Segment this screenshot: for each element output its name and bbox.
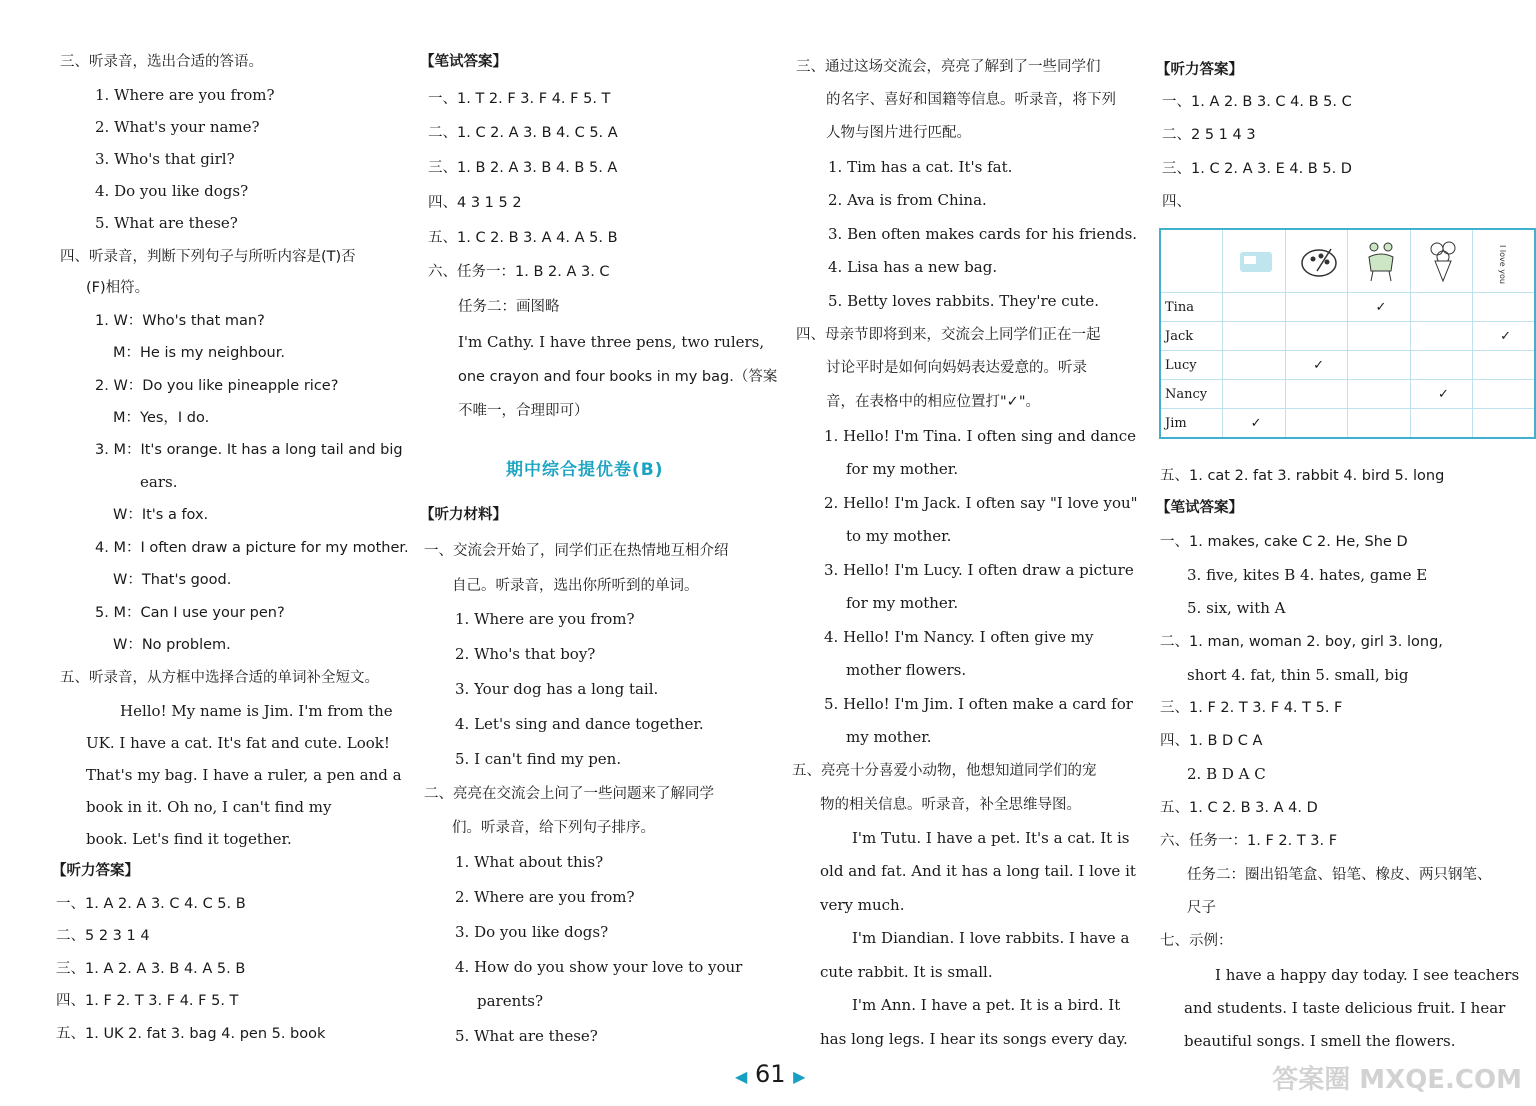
table-row	[1160, 293, 1535, 322]
text-line: That's my bag. I have a ruler, a pen and a	[86, 766, 402, 784]
table-cell	[1348, 351, 1410, 380]
table-cell	[1473, 380, 1535, 409]
text-line: 二、亮亮在交流会上问了一些问题来了解同学	[424, 786, 714, 802]
text-line: I'm Cathy. I have three pens, two rulers,	[458, 333, 765, 351]
text-line: I'm Ann. I have a pet. It is a bird. It	[852, 996, 1121, 1014]
text-line: 5. M：Can I use your pen?	[95, 605, 285, 621]
text-line: 4. Lisa has a new bag.	[828, 258, 998, 276]
text-line: 三、1. B 2. A 3. B 4. B 5. A	[428, 160, 618, 176]
answer-table	[1159, 228, 1536, 439]
text-line: 3. Ben often makes cards for his friends.	[828, 225, 1138, 243]
text-line: 2. Ava is from China.	[828, 191, 987, 209]
text-line: 2. Where are you from?	[455, 888, 635, 906]
text-line: 3. M：It's orange. It has a long tail and big	[95, 442, 403, 458]
text-line: beautiful songs. I smell the flowers.	[1184, 1032, 1456, 1050]
text-line: 5. What are these?	[455, 1027, 598, 1045]
table-cell	[1348, 322, 1410, 351]
text-line: has long legs. I hear its songs every day.	[820, 1030, 1128, 1048]
text-line: ears.	[140, 473, 178, 491]
text-line: 【听力答案】	[1156, 62, 1243, 78]
section-title: 期中综合提优卷(B)	[506, 460, 664, 480]
text-line: 4. How do you show your love to your	[455, 958, 743, 976]
check-mark-icon: ✓	[1410, 380, 1472, 409]
text-line: for my mother.	[846, 594, 959, 612]
text-line: UK. I have a cat. It's fat and cute. Look!	[86, 734, 390, 752]
text-line: 4. Let's sing and dance together.	[455, 715, 704, 733]
text-line: 不唯一，合理即可）	[458, 403, 589, 419]
text-line: 任务二：画图略	[458, 299, 560, 315]
text-line: W：That's good.	[113, 572, 232, 588]
table-row	[1160, 409, 1535, 439]
text-line: parents?	[477, 992, 544, 1010]
text-line: cute rabbit. It is small.	[820, 963, 993, 981]
text-line: 2. Who's that boy?	[455, 645, 596, 663]
text-line: 四、1. B D C A	[1160, 733, 1263, 749]
text-line: 一、1. A 2. A 3. C 4. C 5. B	[56, 896, 246, 912]
text-line: 2. Hello! I'm Jack. I often say "I love you"	[824, 494, 1138, 512]
table-cell	[1223, 351, 1285, 380]
text-line: 任务二：圈出铅笔盒、铅笔、橡皮、两只钢笔、	[1187, 867, 1492, 883]
text-line: 3. Who's that girl?	[95, 150, 235, 168]
text-line: 们。听录音，给下列句子排序。	[452, 820, 655, 836]
text-line: book in it. Oh no, I can't find my	[86, 798, 332, 816]
student-name: Jack	[1160, 322, 1223, 351]
palette-icon	[1285, 229, 1347, 293]
table-cell	[1473, 409, 1535, 439]
text-line: 3. five, kites B 4. hates, game E	[1187, 566, 1428, 584]
text-line: 七、示例：	[1160, 933, 1233, 949]
text-line: I have a happy day today. I see teachers	[1215, 966, 1520, 984]
watermark: 答案圈 MXQE.COM	[1272, 1065, 1522, 1095]
text-line: for my mother.	[846, 460, 959, 478]
text-line: book. Let's find it together.	[86, 830, 292, 848]
table-cell	[1410, 351, 1472, 380]
text-line: 四、4 3 1 5 2	[428, 195, 522, 211]
text-line: 2. B D A C	[1187, 765, 1266, 783]
student-name: Tina	[1160, 293, 1223, 322]
table-cell	[1410, 409, 1472, 439]
text-line: 3. Do you like dogs?	[455, 923, 609, 941]
table-cell	[1410, 322, 1472, 351]
table-row	[1160, 351, 1535, 380]
text-line: 人物与图片进行匹配。	[826, 125, 971, 141]
text-line: 四、听录音，判断下列句子与所听内容是(T)否	[60, 249, 356, 265]
text-line: 音，在表格中的相应位置打"✓"。	[826, 394, 1040, 410]
text-line: 三、1. F 2. T 3. F 4. T 5. F	[1160, 700, 1343, 716]
text-line: 1. Where are you from?	[455, 610, 635, 628]
text-line: 尺子	[1187, 900, 1216, 916]
text-line: 五、1. C 2. B 3. A 4. A 5. B	[428, 230, 618, 246]
text-line: 六、任务一：1. F 2. T 3. F	[1160, 833, 1338, 849]
text-line: 4. Do you like dogs?	[95, 182, 249, 200]
table-cell	[1348, 380, 1410, 409]
text-line: 自己。听录音，选出你所听到的单词。	[452, 578, 699, 594]
table-cell	[1410, 293, 1472, 322]
text-line: 一、1. T 2. F 3. F 4. F 5. T	[428, 91, 611, 107]
love-you-icon	[1473, 229, 1535, 293]
text-line: 二、2 5 1 4 3	[1162, 127, 1256, 143]
text-line: 的名字、喜好和国籍等信息。听录音，将下列	[826, 92, 1116, 108]
next-arrow-icon: ▶	[793, 1067, 806, 1086]
table-cell	[1223, 380, 1285, 409]
text-line: 1. W：Who's that man?	[95, 313, 265, 329]
text-line: 物的相关信息。听录音，补全思维导图。	[820, 797, 1081, 813]
text-line: Hello! My name is Jim. I'm from the	[120, 702, 393, 720]
text-line: 5. I can't find my pen.	[455, 750, 622, 768]
check-mark-icon: ✓	[1473, 322, 1535, 351]
text-line: 四、1. F 2. T 3. F 4. F 5. T	[56, 993, 239, 1009]
text-line: one crayon and four books in my bag.（答案	[458, 369, 778, 385]
card-icon	[1223, 229, 1285, 293]
flowers-icon	[1410, 229, 1472, 293]
table-cell	[1285, 322, 1347, 351]
text-line: 1. Tim has a cat. It's fat.	[828, 158, 1013, 176]
text-line: 二、1. man, woman 2. boy, girl 3. long,	[1160, 634, 1443, 650]
text-line: M：He is my neighbour.	[113, 345, 285, 361]
check-mark-icon: ✓	[1285, 351, 1347, 380]
table-row	[1160, 322, 1535, 351]
text-line: 1. Where are you from?	[95, 86, 275, 104]
text-line: 2. What's your name?	[95, 118, 260, 136]
text-line: 五、1. cat 2. fat 3. rabbit 4. bird 5. long	[1160, 468, 1445, 484]
text-line: to my mother.	[846, 527, 952, 545]
text-line: mother flowers.	[846, 661, 967, 679]
text-line: 五、1. UK 2. fat 3. bag 4. pen 5. book	[56, 1026, 326, 1042]
text-line: M：Yes，I do.	[113, 410, 210, 426]
table-corner	[1160, 229, 1223, 293]
page-number-text: 61	[754, 1060, 786, 1088]
text-line: 1. Hello! I'm Tina. I often sing and dance	[824, 427, 1137, 445]
text-line: 三、1. C 2. A 3. E 4. B 5. D	[1162, 161, 1352, 177]
text-line: 三、1. A 2. A 3. B 4. A 5. B	[56, 961, 246, 977]
text-line: (F)相符。	[86, 280, 150, 296]
table-cell	[1473, 351, 1535, 380]
text-line: 3. Your dog has a long tail.	[455, 680, 659, 698]
table-cell	[1285, 409, 1347, 439]
text-line: 【笔试答案】	[1156, 500, 1243, 516]
text-line: 2. W：Do you like pineapple rice?	[95, 378, 339, 394]
text-line: 二、5 2 3 1 4	[56, 928, 150, 944]
text-line: 三、通过这场交流会，亮亮了解到了一些同学们	[796, 59, 1101, 75]
check-mark-icon: ✓	[1223, 409, 1285, 439]
text-line: 5. Hello! I'm Jim. I often make a card for	[824, 695, 1133, 713]
text-line: W：No problem.	[113, 637, 231, 653]
text-line: 二、1. C 2. A 3. B 4. C 5. A	[428, 125, 618, 141]
table-cell	[1348, 409, 1410, 439]
text-line: 3. Hello! I'm Lucy. I often draw a picture	[824, 561, 1134, 579]
text-line: 五、听录音，从方框中选择合适的单词补全短文。	[60, 670, 379, 686]
text-line: 三、听录音，选出合适的答语。	[60, 54, 263, 70]
text-line: I'm Tutu. I have a pet. It's a cat. It is	[852, 829, 1130, 847]
check-mark-icon: ✓	[1348, 293, 1410, 322]
table-row	[1160, 380, 1535, 409]
text-line: 4. M：I often draw a picture for my mother.	[95, 540, 409, 556]
text-line: 5. What are these?	[95, 214, 238, 232]
text-line: short 4. fat, thin 5. small, big	[1187, 666, 1409, 684]
text-line: 六、任务一：1. B 2. A 3. C	[428, 264, 610, 280]
student-name: Jim	[1160, 409, 1223, 439]
text-line: W：It's a fox.	[113, 507, 209, 523]
table-cell	[1473, 293, 1535, 322]
text-line: 5. Betty loves rabbits. They're cute.	[828, 292, 1099, 310]
student-name: Nancy	[1160, 380, 1223, 409]
text-line: 一、1. makes, cake C 2. He, She D	[1160, 534, 1408, 550]
svg-text:I love you: I love you	[1497, 245, 1507, 284]
prev-arrow-icon: ◀	[735, 1067, 748, 1086]
table-header-row	[1160, 229, 1535, 293]
text-line: 五、亮亮十分喜爱小动物，他想知道同学们的宠	[792, 763, 1097, 779]
text-line: I'm Diandian. I love rabbits. I have a	[852, 929, 1130, 947]
text-line: 【听力材料】	[420, 507, 507, 523]
table-cell	[1285, 380, 1347, 409]
table-cell	[1223, 293, 1285, 322]
text-line: 五、1. C 2. B 3. A 4. D	[1160, 800, 1318, 816]
table-cell	[1223, 322, 1285, 351]
text-line: 5. six, with A	[1187, 599, 1286, 617]
table-cell	[1285, 293, 1347, 322]
dancers-icon	[1348, 229, 1410, 293]
text-line: 一、1. A 2. B 3. C 4. B 5. C	[1162, 94, 1352, 110]
text-line: very much.	[820, 896, 905, 914]
text-line: old and fat. And it has a long tail. I love it	[820, 862, 1136, 880]
student-name: Lucy	[1160, 351, 1223, 380]
text-line: and students. I taste delicious fruit. I hear	[1184, 999, 1506, 1017]
text-line: 讨论平时是如何向妈妈表达爱意的。听录	[826, 360, 1087, 376]
text-line: 1. What about this?	[455, 853, 604, 871]
text-line: 【听力答案】	[52, 863, 139, 879]
text-line: 【笔试答案】	[420, 54, 507, 70]
text-line: 四、母亲节即将到来，交流会上同学们正在一起	[796, 327, 1101, 343]
page-number	[735, 1060, 805, 1088]
text-line: 四、	[1162, 194, 1191, 210]
text-line: my mother.	[846, 728, 932, 746]
text-line: 一、交流会开始了，同学们正在热情地互相介绍	[424, 543, 729, 559]
text-line: 4. Hello! I'm Nancy. I often give my	[824, 628, 1094, 646]
